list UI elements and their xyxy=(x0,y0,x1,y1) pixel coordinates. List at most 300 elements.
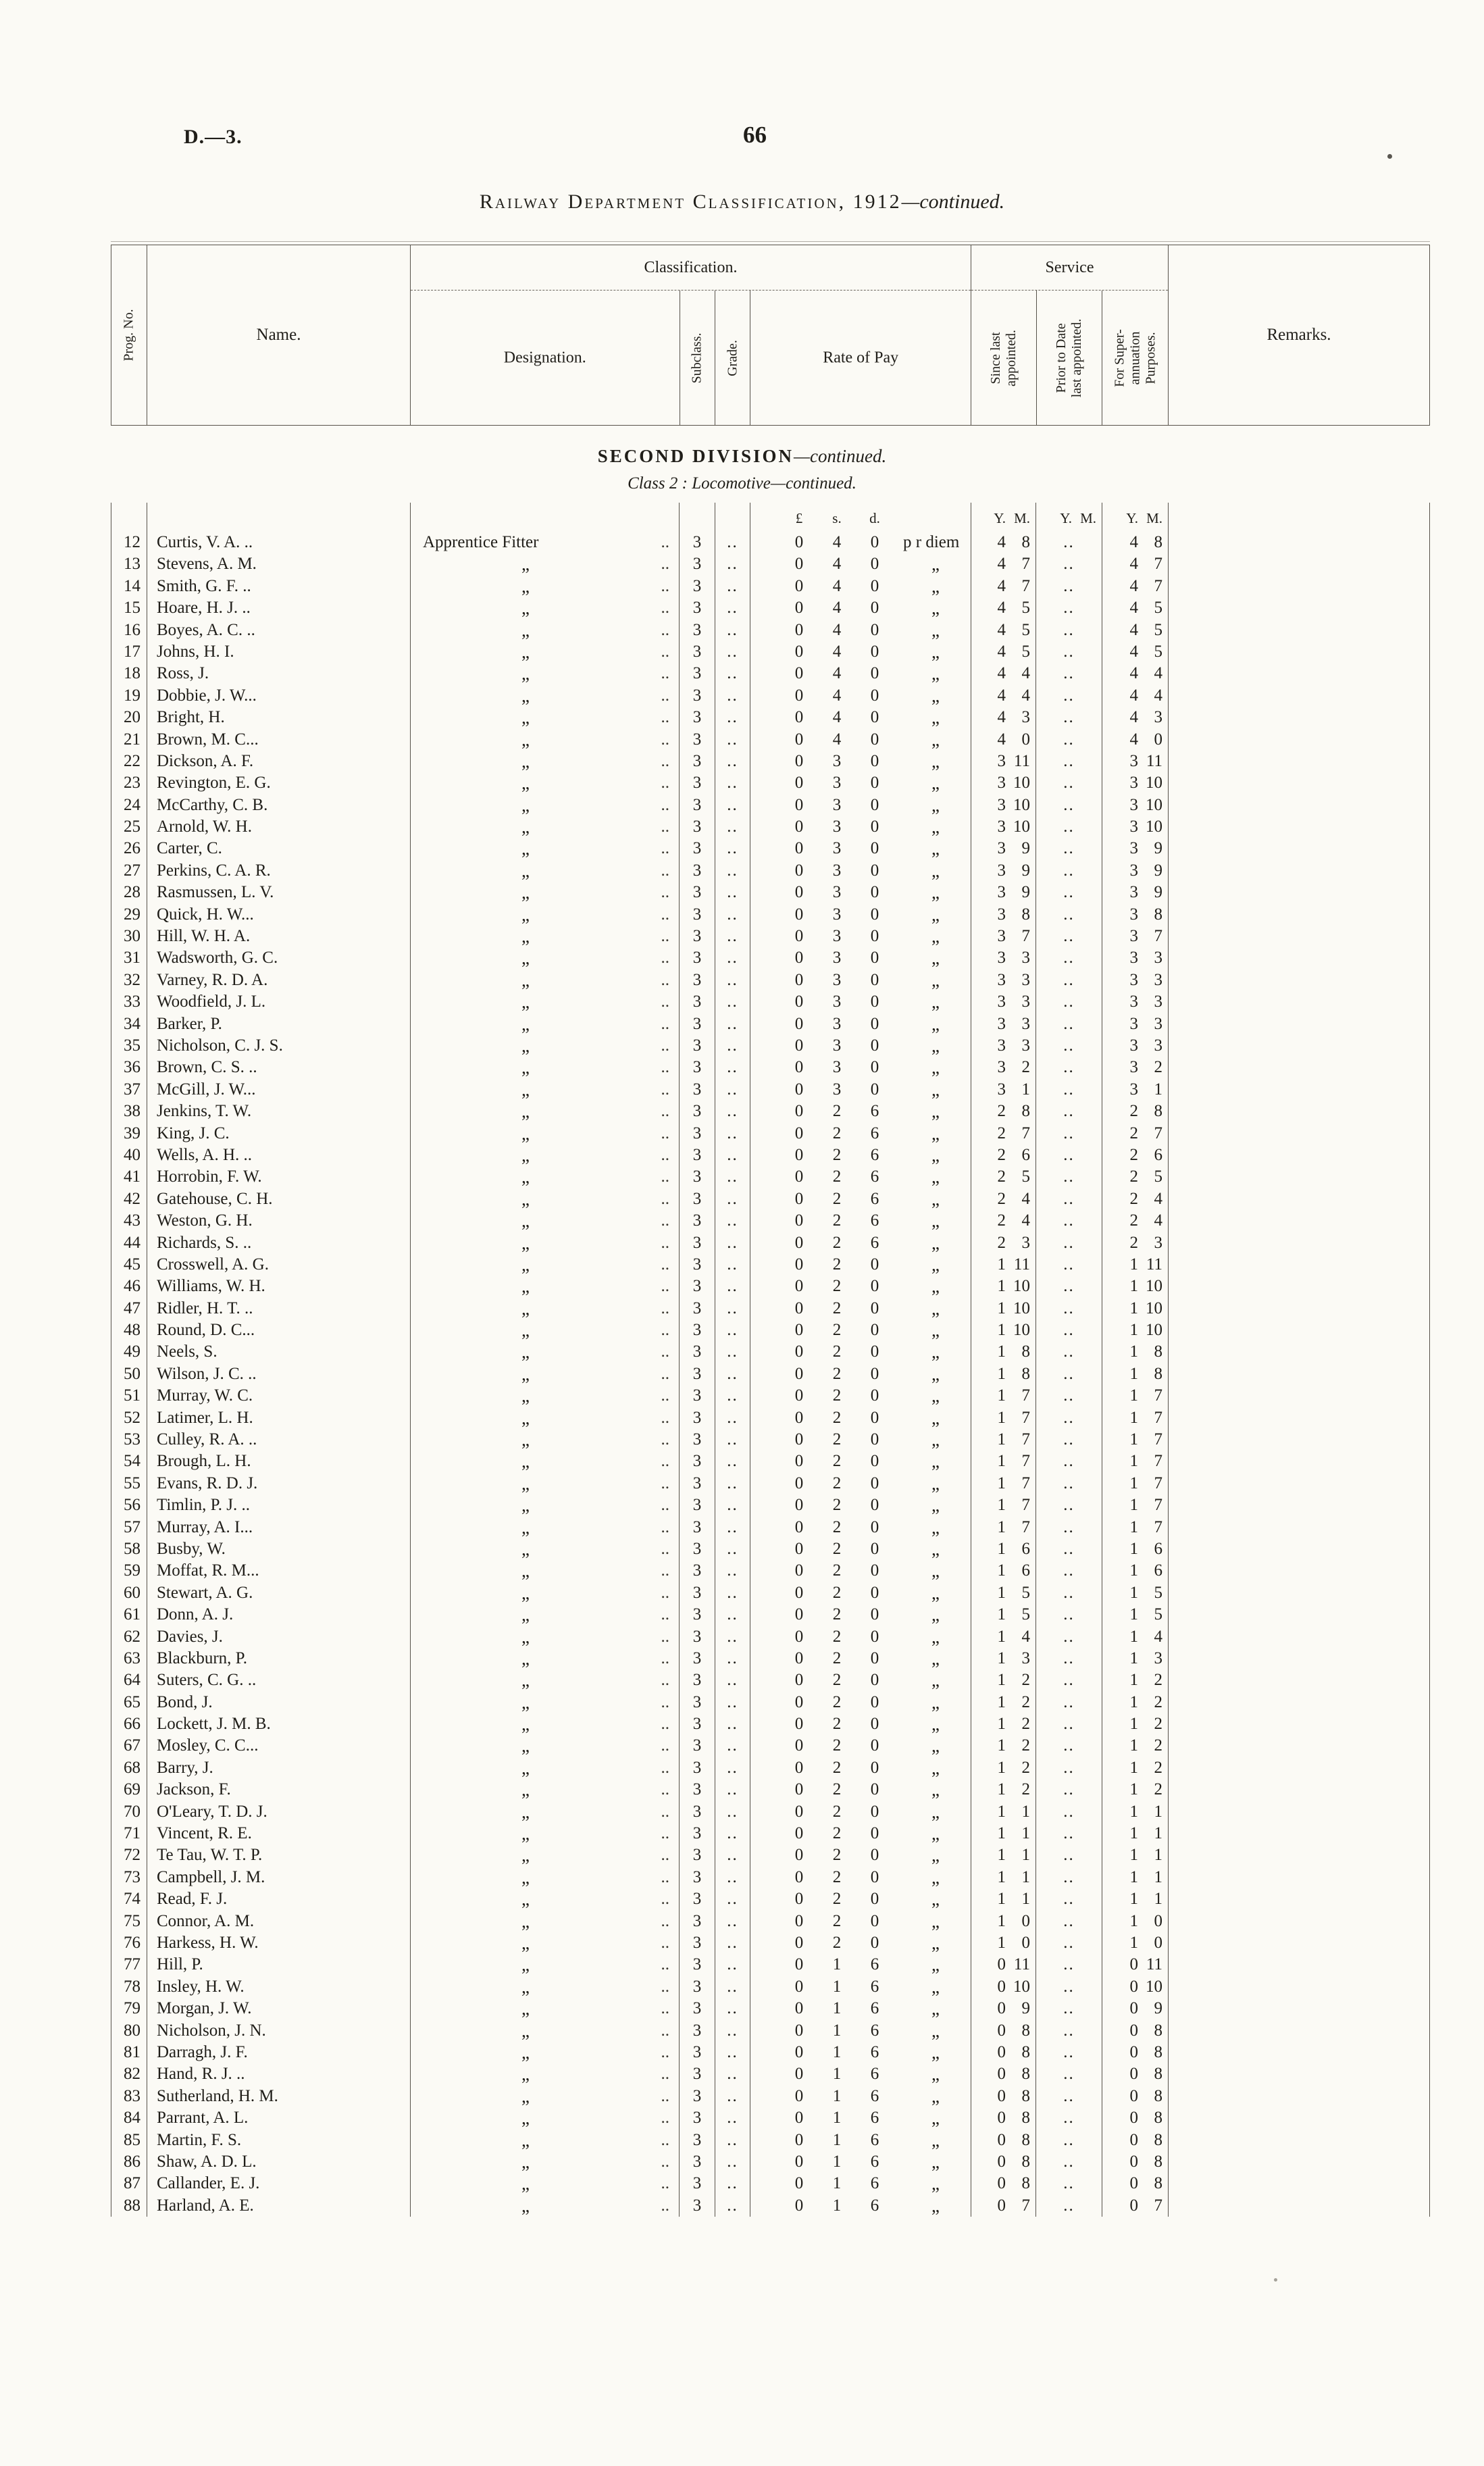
superannuation-cell: 2 8 xyxy=(1102,1101,1168,1122)
prior-to-cell: .. xyxy=(1035,1713,1102,1735)
rate-of-pay-cell: 0 1 6 „ xyxy=(750,2173,971,2194)
prog-no-cell: 27 xyxy=(111,860,147,882)
designation-cell: „ .. xyxy=(410,1954,679,1976)
prior-to-cell: .. xyxy=(1035,1582,1102,1604)
superannuation-cell: 3 9 xyxy=(1102,860,1168,882)
prior-to-cell: .. xyxy=(1035,2086,1102,2107)
prior-to-cell: .. xyxy=(1035,1451,1102,1472)
table-row xyxy=(111,2020,1430,2042)
subclass-cell: 3 xyxy=(679,2130,715,2151)
designation-cell: „ .. xyxy=(410,1276,679,1297)
remarks-cell xyxy=(1168,1035,1430,1057)
table-row xyxy=(111,663,1430,684)
superannuation-cell: 4 5 xyxy=(1102,641,1168,663)
rate-of-pay-cell: 0 2 0 „ xyxy=(750,1560,971,1582)
prior-to-cell: .. xyxy=(1035,1298,1102,1319)
prior-to-cell: .. xyxy=(1035,1494,1102,1516)
prior-to-cell: .. xyxy=(1035,1976,1102,1998)
name-cell: Stevens, A. M. xyxy=(147,553,410,575)
prior-to-cell: .. xyxy=(1035,1057,1102,1078)
since-last-cell: 3 7 xyxy=(971,926,1035,947)
grade-cell: .. xyxy=(715,904,750,926)
designation-cell: „ .. xyxy=(410,926,679,947)
prog-no-cell: 44 xyxy=(111,1232,147,1254)
subclass-cell: 3 xyxy=(679,1276,715,1297)
rate-of-pay-cell: 0 2 0 „ xyxy=(750,1757,971,1779)
name-cell: Donn, A. J. xyxy=(147,1604,410,1626)
name-cell: Johns, H. I. xyxy=(147,641,410,663)
since-last-cell: 3 11 xyxy=(971,751,1035,772)
remarks-cell xyxy=(1168,707,1430,728)
since-last-cell: 1 10 xyxy=(971,1298,1035,1319)
rate-of-pay-cell: 0 2 0 „ xyxy=(750,1494,971,1516)
table-row xyxy=(111,2130,1430,2151)
rate-of-pay-cell: 0 1 6 „ xyxy=(750,2130,971,2151)
remarks-cell xyxy=(1168,532,1430,553)
name-cell: Brown, M. C... xyxy=(147,729,410,751)
prog-no-cell: 69 xyxy=(111,1779,147,1801)
table-row xyxy=(111,2086,1430,2107)
since-last-cell: 3 1 xyxy=(971,1079,1035,1101)
prog-no-cell: 48 xyxy=(111,1319,147,1341)
prior-to-cell: .. xyxy=(1035,1319,1102,1341)
since-last-cell: 1 7 xyxy=(971,1429,1035,1451)
remarks-cell xyxy=(1168,729,1430,751)
remarks-cell xyxy=(1168,641,1430,663)
name-cell: Nicholson, C. J. S. xyxy=(147,1035,410,1057)
designation-cell: „ .. xyxy=(410,2151,679,2173)
superannuation-cell: 3 1 xyxy=(1102,1079,1168,1101)
designation-cell: „ .. xyxy=(410,1998,679,2019)
superannuation-cell: 3 10 xyxy=(1102,772,1168,794)
designation-cell: „ .. xyxy=(410,1254,679,1276)
name-cell: Murray, W. C. xyxy=(147,1385,410,1407)
designation-cell: „ .. xyxy=(410,1560,679,1582)
since-last-cell: 0 9 xyxy=(971,1998,1035,2019)
designation-cell: „ .. xyxy=(410,1604,679,1626)
superannuation-cell: 1 4 xyxy=(1102,1626,1168,1648)
name-cell: Shaw, A. D. L. xyxy=(147,2151,410,2173)
grade-cell: .. xyxy=(715,2130,750,2151)
table-row xyxy=(111,2173,1430,2194)
superannuation-cell: 0 8 xyxy=(1102,2063,1168,2085)
rate-of-pay-cell: 0 2 6 „ xyxy=(750,1188,971,1210)
prog-no-cell: 30 xyxy=(111,926,147,947)
since-last-cell: 1 4 xyxy=(971,1626,1035,1648)
rate-of-pay-cell: 0 2 0 „ xyxy=(750,1341,971,1363)
designation-cell: „ .. xyxy=(410,2173,679,2194)
subclass-cell: 3 xyxy=(679,1013,715,1035)
division-heading xyxy=(0,446,1484,467)
grade-cell: .. xyxy=(715,2195,750,2217)
superannuation-cell: 1 0 xyxy=(1102,1911,1168,1932)
grade-cell: .. xyxy=(715,1538,750,1560)
prior-to-cell: .. xyxy=(1035,1844,1102,1866)
remarks-cell xyxy=(1168,1626,1430,1648)
table-row xyxy=(111,1757,1430,1779)
superannuation-cell: 3 3 xyxy=(1102,970,1168,991)
since-last-cell: 4 5 xyxy=(971,641,1035,663)
table-row xyxy=(111,1823,1430,1844)
rate-of-pay-cell: 0 2 0 „ xyxy=(750,1473,971,1494)
since-last-cell: 4 5 xyxy=(971,597,1035,619)
prior-to-cell: .. xyxy=(1035,1232,1102,1254)
subclass-cell: 3 xyxy=(679,1298,715,1319)
prog-no-cell: 61 xyxy=(111,1604,147,1626)
since-last-cell: 1 7 xyxy=(971,1473,1035,1494)
table-row xyxy=(111,1844,1430,1866)
prog-no-cell: 22 xyxy=(111,751,147,772)
rate-of-pay-cell: 0 4 0 „ xyxy=(750,729,971,751)
superannuation-cell: 4 5 xyxy=(1102,597,1168,619)
table-row xyxy=(111,2107,1430,2129)
superannuation-cell: 2 3 xyxy=(1102,1232,1168,1254)
designation-cell: „ .. xyxy=(410,1867,679,1888)
subclass-cell: 3 xyxy=(679,1976,715,1998)
subclass-cell: 3 xyxy=(679,1494,715,1516)
prog-no-cell: 45 xyxy=(111,1254,147,1276)
rate-of-pay-cell: 0 2 0 „ xyxy=(750,1582,971,1604)
name-cell: Murray, A. I... xyxy=(147,1517,410,1538)
page-number: 66 xyxy=(743,122,767,148)
grade-cell: .. xyxy=(715,1954,750,1976)
name-cell: Carter, C. xyxy=(147,838,410,859)
superannuation-cell: 1 1 xyxy=(1102,1801,1168,1823)
grade-cell: .. xyxy=(715,1473,750,1494)
grade-cell: .. xyxy=(715,1035,750,1057)
designation-cell: „ .. xyxy=(410,1626,679,1648)
table-row xyxy=(111,1298,1430,1319)
units-subclass xyxy=(679,503,715,532)
grade-cell: .. xyxy=(715,1319,750,1341)
grade-cell: .. xyxy=(715,1188,750,1210)
table-row xyxy=(111,1888,1430,1910)
designation-cell: „ .. xyxy=(410,1976,679,1998)
superannuation-cell: 1 7 xyxy=(1102,1429,1168,1451)
subclass-cell: 3 xyxy=(679,2195,715,2217)
prior-to-cell: .. xyxy=(1035,1669,1102,1691)
prior-to-cell: .. xyxy=(1035,1757,1102,1779)
subclass-cell: 3 xyxy=(679,1079,715,1101)
table-row xyxy=(111,2042,1430,2063)
prior-to-cell: .. xyxy=(1035,772,1102,794)
rate-of-pay-cell: 0 2 6 „ xyxy=(750,1210,971,1232)
grade-cell: .. xyxy=(715,641,750,663)
since-last-cell: 0 7 xyxy=(971,2195,1035,2217)
rate-of-pay-cell: 0 1 6 „ xyxy=(750,1954,971,1976)
rate-of-pay-cell: 0 1 6 „ xyxy=(750,1976,971,1998)
grade-cell: .. xyxy=(715,1582,750,1604)
subclass-cell: 3 xyxy=(679,860,715,882)
superannuation-cell: 1 6 xyxy=(1102,1560,1168,1582)
superannuation-cell: 3 3 xyxy=(1102,991,1168,1013)
rate-of-pay-cell: 0 4 0 „ xyxy=(750,663,971,684)
since-last-cell: 3 3 xyxy=(971,947,1035,969)
since-last-cell: 0 8 xyxy=(971,2130,1035,2151)
table-row xyxy=(111,729,1430,751)
superannuation-cell: 0 8 xyxy=(1102,2107,1168,2129)
prior-to-cell: .. xyxy=(1035,1888,1102,1910)
prog-no-cell: 82 xyxy=(111,2063,147,2085)
rate-of-pay-cell: 0 2 0 „ xyxy=(750,1648,971,1669)
grade-cell: .. xyxy=(715,1560,750,1582)
table-row xyxy=(111,947,1430,969)
superannuation-cell: 0 8 xyxy=(1102,2042,1168,2063)
prog-no-cell: 67 xyxy=(111,1735,147,1757)
remarks-cell xyxy=(1168,838,1430,859)
designation-cell: „ .. xyxy=(410,2130,679,2151)
prior-to-cell: .. xyxy=(1035,1101,1102,1122)
prior-to-cell: .. xyxy=(1035,2020,1102,2042)
prior-to-cell: .. xyxy=(1035,1517,1102,1538)
designation-cell: „ .. xyxy=(410,597,679,619)
name-cell: Woodfield, J. L. xyxy=(147,991,410,1013)
name-label: Name. xyxy=(256,326,301,344)
rate-of-pay-cell: 0 1 6 „ xyxy=(750,2151,971,2173)
units-rate-of-pay xyxy=(750,503,971,532)
prog-no-cell: 31 xyxy=(111,947,147,969)
grade-cell: .. xyxy=(715,1144,750,1166)
superannuation-cell: 1 7 xyxy=(1102,1517,1168,1538)
since-last-cell: 3 10 xyxy=(971,795,1035,816)
rate-of-pay-cell: 0 2 0 „ xyxy=(750,1363,971,1385)
grade-cell: .. xyxy=(715,1517,750,1538)
remarks-cell xyxy=(1168,1232,1430,1254)
prior-to-cell: .. xyxy=(1035,751,1102,772)
remarks-label: Remarks. xyxy=(1266,326,1331,344)
grade-cell: .. xyxy=(715,1844,750,1866)
superannuation-cell: 2 4 xyxy=(1102,1210,1168,1232)
since-last-cell: 4 7 xyxy=(971,553,1035,575)
rate-of-pay-cell: 0 3 0 „ xyxy=(750,1035,971,1057)
name-cell: Moffat, R. M... xyxy=(147,1560,410,1582)
designation-cell: „ .. xyxy=(410,1801,679,1823)
designation-cell: „ .. xyxy=(410,1232,679,1254)
prog-no-cell: 23 xyxy=(111,772,147,794)
designation-cell: „ .. xyxy=(410,663,679,684)
designation-cell: „ .. xyxy=(410,751,679,772)
service-label: Service xyxy=(971,245,1168,291)
remarks-cell xyxy=(1168,860,1430,882)
prior-to-cell: .. xyxy=(1035,970,1102,991)
prog-no-cell: 83 xyxy=(111,2086,147,2107)
prog-no-cell: 78 xyxy=(111,1976,147,1998)
prior-to-cell: .. xyxy=(1035,1779,1102,1801)
designation-cell: „ .. xyxy=(410,882,679,903)
superannuation-cell: 1 7 xyxy=(1102,1451,1168,1472)
designation-cell: „ .. xyxy=(410,991,679,1013)
remarks-cell xyxy=(1168,1648,1430,1669)
designation-cell: „ .. xyxy=(410,1757,679,1779)
table-row xyxy=(111,882,1430,903)
table-row xyxy=(111,1341,1430,1363)
designation-cell: „ .. xyxy=(410,1888,679,1910)
name-cell: Culley, R. A. .. xyxy=(147,1429,410,1451)
since-last-cell: 3 3 xyxy=(971,1013,1035,1035)
table-row xyxy=(111,1517,1430,1538)
units-prog-no xyxy=(111,503,147,532)
subclass-cell: 3 xyxy=(679,2020,715,2042)
shilling-unit: s. xyxy=(832,510,842,526)
name-cell: Boyes, A. C. .. xyxy=(147,620,410,641)
prior-to-cell: .. xyxy=(1035,707,1102,728)
table-row xyxy=(111,1976,1430,1998)
grade-cell: .. xyxy=(715,991,750,1013)
grade-cell: .. xyxy=(715,838,750,859)
since-last-cell: 1 10 xyxy=(971,1276,1035,1297)
page-title-continued: —continued. xyxy=(901,191,1005,213)
remarks-cell xyxy=(1168,685,1430,707)
grade-cell: .. xyxy=(715,970,750,991)
prog-no-cell: 72 xyxy=(111,1844,147,1866)
designation-cell: „ .. xyxy=(410,1407,679,1429)
prior-to-cell: .. xyxy=(1035,926,1102,947)
grade-cell: .. xyxy=(715,1013,750,1035)
superannuation-cell: 4 7 xyxy=(1102,576,1168,597)
since-last-cell: 4 4 xyxy=(971,685,1035,707)
grade-cell: .. xyxy=(715,1101,750,1122)
prog-no-cell: 49 xyxy=(111,1341,147,1363)
prog-no-cell: 52 xyxy=(111,1407,147,1429)
subclass-cell: 3 xyxy=(679,1801,715,1823)
units-remarks xyxy=(1168,503,1430,532)
since-last-cell: 0 8 xyxy=(971,2151,1035,2173)
remarks-cell xyxy=(1168,2195,1430,2217)
table-row xyxy=(111,1276,1430,1297)
subclass-cell: 3 xyxy=(679,1319,715,1341)
prog-no-cell: 86 xyxy=(111,2151,147,2173)
remarks-cell xyxy=(1168,1188,1430,1210)
col-header-remarks xyxy=(1168,245,1430,425)
rate-of-pay-cell: 0 3 0 „ xyxy=(750,882,971,903)
rate-of-pay-cell: 0 3 0 „ xyxy=(750,1079,971,1101)
designation-cell: „ .. xyxy=(410,729,679,751)
designation-cell: „ .. xyxy=(410,1494,679,1516)
prog-no-cell: 50 xyxy=(111,1363,147,1385)
remarks-cell xyxy=(1168,597,1430,619)
grade-cell: .. xyxy=(715,1210,750,1232)
subclass-cell: 3 xyxy=(679,1582,715,1604)
prior-to-cell: .. xyxy=(1035,685,1102,707)
prior-to-cell: .. xyxy=(1035,947,1102,969)
since-last-cell: 1 7 xyxy=(971,1517,1035,1538)
table-row xyxy=(111,1669,1430,1691)
rate-of-pay-cell: 0 3 0 „ xyxy=(750,947,971,969)
name-cell: Bond, J. xyxy=(147,1692,410,1713)
superannuation-cell: 1 11 xyxy=(1102,1254,1168,1276)
superannuation-cell: 3 7 xyxy=(1102,926,1168,947)
table-row xyxy=(111,1779,1430,1801)
rate-of-pay-cell: 0 2 6 „ xyxy=(750,1232,971,1254)
designation-cell: „ .. xyxy=(410,620,679,641)
rate-of-pay-cell: 0 3 0 „ xyxy=(750,838,971,859)
subclass-cell: 3 xyxy=(679,2107,715,2129)
prog-no-cell: 68 xyxy=(111,1757,147,1779)
scan-speck xyxy=(1387,154,1392,159)
remarks-cell xyxy=(1168,1976,1430,1998)
col-header-prog-no xyxy=(111,245,147,425)
remarks-cell xyxy=(1168,1101,1430,1122)
since-last-cell: 3 9 xyxy=(971,882,1035,903)
since-last-cell: 1 2 xyxy=(971,1757,1035,1779)
designation-cell: „ .. xyxy=(410,1385,679,1407)
superannuation-cell: 3 3 xyxy=(1102,1035,1168,1057)
name-cell: Bright, H. xyxy=(147,707,410,728)
grade-cell: .. xyxy=(715,751,750,772)
prior-to-cell: .. xyxy=(1035,1692,1102,1713)
since-last-cell: 3 2 xyxy=(971,1057,1035,1078)
subclass-cell: 3 xyxy=(679,926,715,947)
since-last-cell: 1 5 xyxy=(971,1604,1035,1626)
remarks-cell xyxy=(1168,991,1430,1013)
prior-to-cell: .. xyxy=(1035,1363,1102,1385)
prog-no-cell: 51 xyxy=(111,1385,147,1407)
table-row xyxy=(111,1123,1430,1144)
subclass-cell: 3 xyxy=(679,1429,715,1451)
rate-of-pay-cell: 0 3 0 „ xyxy=(750,816,971,838)
grade-cell: .. xyxy=(715,2151,750,2173)
since-last-label: Since last appointed. xyxy=(988,329,1019,386)
since-last-cell: 1 6 xyxy=(971,1538,1035,1560)
subclass-cell: 3 xyxy=(679,1538,715,1560)
prior-to-cell: .. xyxy=(1035,1166,1102,1188)
table-row xyxy=(111,1648,1430,1669)
name-cell: Wilson, J. C. .. xyxy=(147,1363,410,1385)
prog-no-cell: 77 xyxy=(111,1954,147,1976)
subclass-cell: 3 xyxy=(679,576,715,597)
remarks-cell xyxy=(1168,1692,1430,1713)
grade-cell: .. xyxy=(715,2042,750,2063)
grade-cell: .. xyxy=(715,729,750,751)
superannuation-cell: 1 2 xyxy=(1102,1779,1168,1801)
remarks-cell xyxy=(1168,2063,1430,2085)
table-header xyxy=(111,245,1430,426)
subclass-cell: 3 xyxy=(679,1692,715,1713)
table-row xyxy=(111,1954,1430,1976)
designation-cell: „ .. xyxy=(410,838,679,859)
grade-cell: .. xyxy=(715,947,750,969)
since-last-cell: 2 7 xyxy=(971,1123,1035,1144)
prior-to-cell: .. xyxy=(1035,576,1102,597)
grade-cell: .. xyxy=(715,1341,750,1363)
prog-no-cell: 26 xyxy=(111,838,147,859)
designation-cell: „ .. xyxy=(410,2195,679,2217)
superannuation-cell: 1 7 xyxy=(1102,1385,1168,1407)
rate-of-pay-cell: 0 2 0 „ xyxy=(750,1932,971,1954)
remarks-cell xyxy=(1168,1473,1430,1494)
since-last-cell: 3 3 xyxy=(971,991,1035,1013)
subclass-cell: 3 xyxy=(679,1407,715,1429)
prior-to-cell: .. xyxy=(1035,1407,1102,1429)
table-row xyxy=(111,1210,1430,1232)
prior-to-cell: .. xyxy=(1035,729,1102,751)
grade-cell: .. xyxy=(715,1407,750,1429)
remarks-cell xyxy=(1168,1560,1430,1582)
prior-to-cell: .. xyxy=(1035,1954,1102,1976)
grade-cell: .. xyxy=(715,1823,750,1844)
superannuation-cell: 0 8 xyxy=(1102,2151,1168,2173)
page-title xyxy=(0,191,1484,213)
since-last-cell: 4 8 xyxy=(971,532,1035,553)
remarks-cell xyxy=(1168,553,1430,575)
remarks-cell xyxy=(1168,1123,1430,1144)
grade-cell: .. xyxy=(715,1713,750,1735)
grade-cell: .. xyxy=(715,1757,750,1779)
rate-of-pay-cell: 0 4 0 „ xyxy=(750,685,971,707)
name-cell: Arnold, W. H. xyxy=(147,816,410,838)
designation-cell: „ .. xyxy=(410,1057,679,1078)
name-cell: McCarthy, C. B. xyxy=(147,795,410,816)
